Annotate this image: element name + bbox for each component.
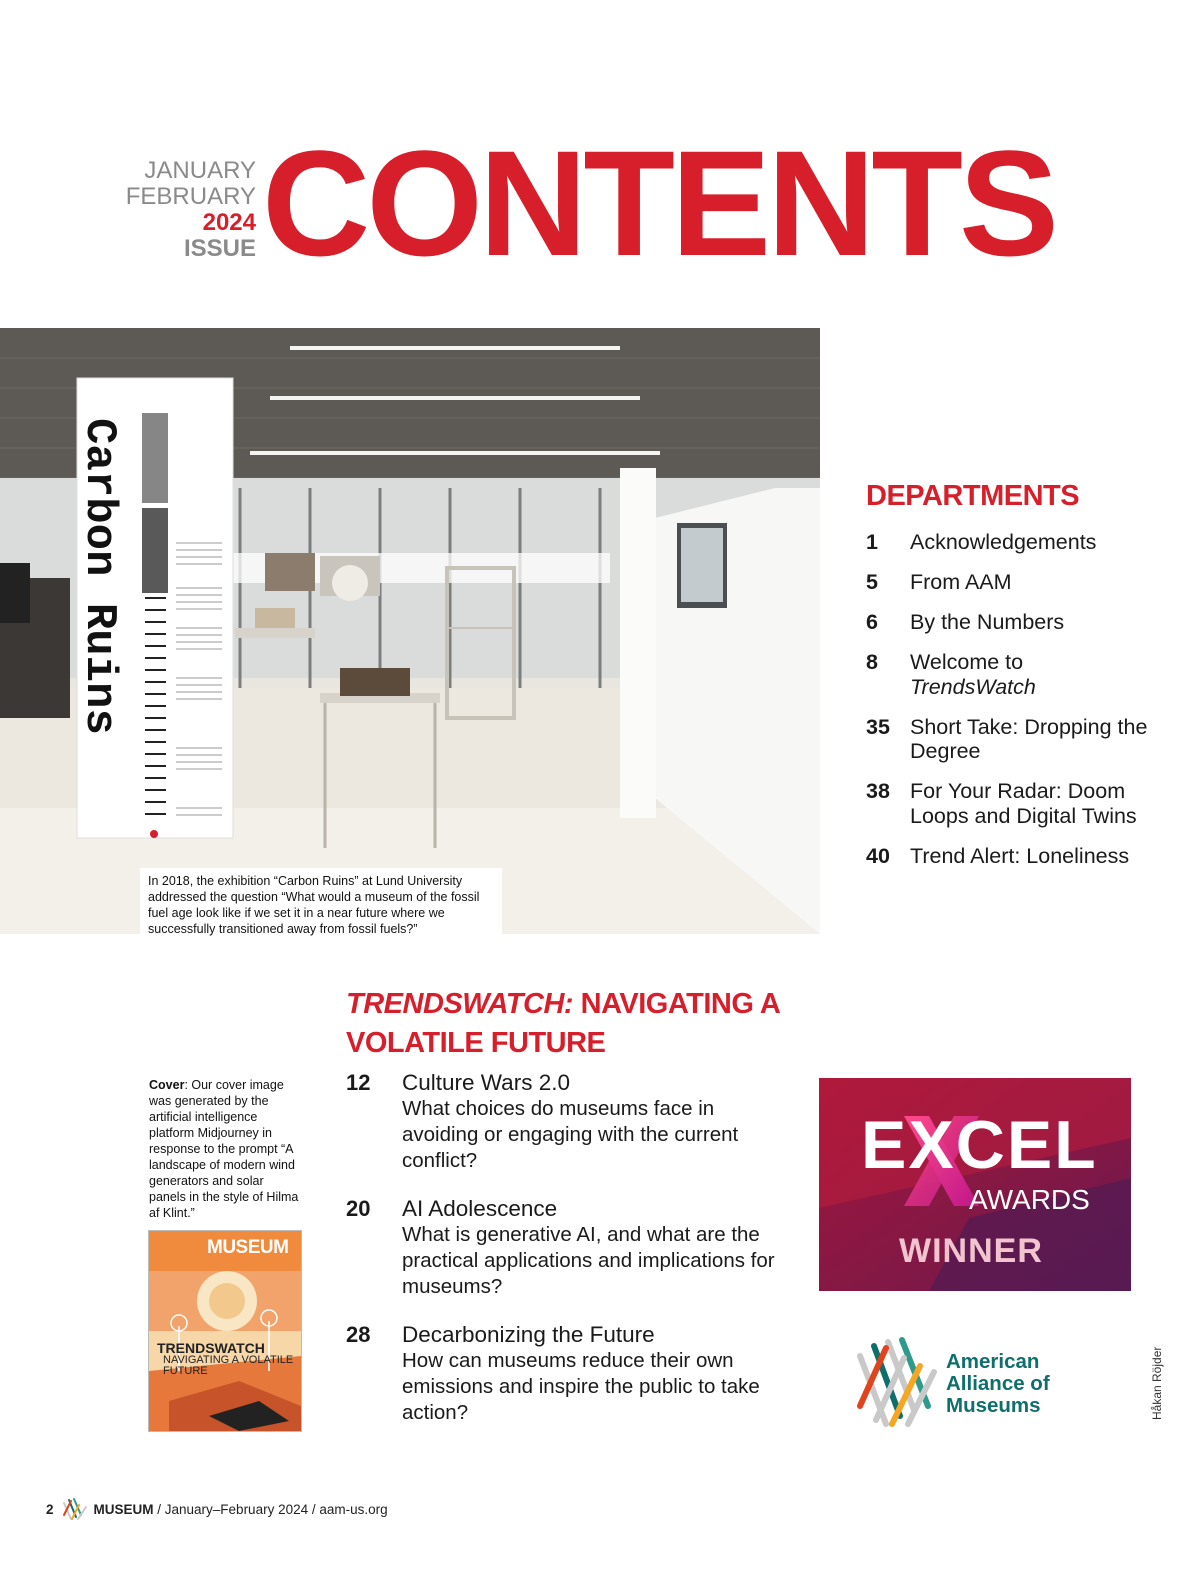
banner-title: Carbon Ruins (74, 418, 124, 735)
features-heading (346, 985, 806, 1063)
aam-logo-icon (856, 1336, 938, 1428)
feature-title: Decarbonizing the Future (402, 1322, 655, 1347)
excel-awards-title: EXCEL (861, 1107, 1098, 1183)
department-label: By the Numbers (910, 610, 1065, 634)
photo-credit: Håkan Röjder (1150, 1346, 1164, 1420)
excel-awards-subtitle: AWARDS (969, 1184, 1090, 1215)
department-page-number: 38 (866, 779, 890, 803)
cover-thumbnail-subtitle: NAVIGATING A VOLATILE FUTURE (163, 1354, 294, 1377)
feature-title: AI Adolescence (402, 1196, 558, 1221)
department-item-by-the-numbers[interactable] (866, 610, 1166, 635)
department-label: Welcome to (910, 650, 1024, 674)
department-label: Trend Alert: Loneliness (910, 843, 1130, 868)
cover-art (149, 1231, 301, 1431)
feature-page-number: 20 (346, 1196, 371, 1221)
departments-heading: DEPARTMENTS (866, 480, 1080, 512)
aam-name-line-3: Museums (946, 1394, 1041, 1417)
features-heading-italic: TRENDSWATCH: (346, 988, 574, 1020)
page-number: 2 (46, 1501, 54, 1517)
department-item-short-take[interactable] (866, 715, 1166, 764)
feature-description: What is generative AI, and what are the practical applications and implications for museums? (402, 1223, 775, 1298)
exhibition-photo (0, 328, 820, 934)
cover-thumbnail[interactable] (148, 1230, 302, 1432)
footer-issue-info: / January–February 2024 / aam-us.org (153, 1501, 388, 1517)
page-title: CONTENTS (262, 119, 1055, 287)
department-label: Short Take: Dropping the Degree (910, 714, 1148, 763)
department-label: For Your Radar: Doom Loops and Digital Twins (910, 779, 1137, 828)
footer-magazine-name: MUSEUM (93, 1501, 154, 1517)
issue-month-1: JANUARY (144, 157, 256, 184)
feature-item-ai-adolescence[interactable] (346, 1196, 796, 1300)
department-page-number: 40 (866, 843, 890, 868)
feature-page-number: 12 (346, 1070, 371, 1095)
department-item-trend-alert[interactable] (866, 844, 1166, 869)
feature-item-decarbonizing[interactable] (346, 1322, 796, 1426)
feature-page-number: 28 (346, 1322, 371, 1347)
feature-description: How can museums reduce their own emissions and inspire the public to take action? (402, 1349, 760, 1424)
department-page-number: 1 (866, 530, 878, 554)
excel-awards-badge (819, 1078, 1131, 1291)
department-page-number: 6 (866, 610, 878, 634)
department-label-italic: TrendsWatch (910, 674, 1036, 699)
feature-item-culture-wars[interactable] (346, 1070, 796, 1174)
department-item-acknowledgements[interactable] (866, 530, 1166, 555)
issue-month-2: FEBRUARY (125, 183, 256, 210)
issue-year: 2024 (202, 209, 256, 236)
department-label: From AAM (910, 570, 1012, 594)
department-page-number: 35 (866, 714, 890, 739)
aam-name-line-2: Alliance of (946, 1372, 1050, 1395)
page-footer (46, 1497, 388, 1521)
excel-awards-winner: WINNER (899, 1232, 1043, 1270)
features-list (346, 1070, 796, 1448)
features-heading-text: NAVIGATING A VOLATILE FUTURE (346, 988, 780, 1059)
cover-note-text: : Our cover image was generated by the artificial intelligence platform Midjourney in response to the prompt “A landscape of modern wind generators and solar panels in the style of Hilma af Klint.” (149, 1078, 299, 1220)
issue-date-block (96, 158, 256, 262)
department-page-number: 5 (866, 570, 878, 594)
department-page-number: 8 (866, 650, 878, 674)
aam-name (946, 1351, 1050, 1417)
cover-note-label: Cover (149, 1078, 185, 1092)
exhibition-photo-illustration (0, 328, 820, 934)
department-label-group (910, 650, 1166, 699)
feature-description: What choices do museums face in avoiding or engaging with the current conflict? (402, 1097, 739, 1172)
aam-footer-icon (62, 1497, 88, 1521)
cover-thumbnail-masthead: MUSEUM (207, 1237, 289, 1258)
issue-label: ISSUE (183, 235, 256, 262)
department-label: Acknowledgements (910, 530, 1097, 554)
cover-thumbnail-title: TRENDSWATCH (157, 1340, 265, 1356)
department-item-for-your-radar[interactable] (866, 779, 1166, 828)
department-item-welcome[interactable] (866, 650, 1166, 699)
department-item-from-aam[interactable] (866, 570, 1166, 595)
departments-list (866, 530, 1166, 884)
feature-title: Culture Wars 2.0 (402, 1070, 570, 1095)
aam-name-line-1: American (946, 1350, 1040, 1373)
aam-logo-mark (856, 1336, 938, 1433)
photo-caption: In 2018, the exhibition “Carbon Ruins” at Lund University addressed the question “What would a museum of the fossil fuel age look like if we set it in a near future where we successfully transitioned away from fossil fuels?” (140, 868, 502, 941)
cover-note (149, 1077, 299, 1221)
